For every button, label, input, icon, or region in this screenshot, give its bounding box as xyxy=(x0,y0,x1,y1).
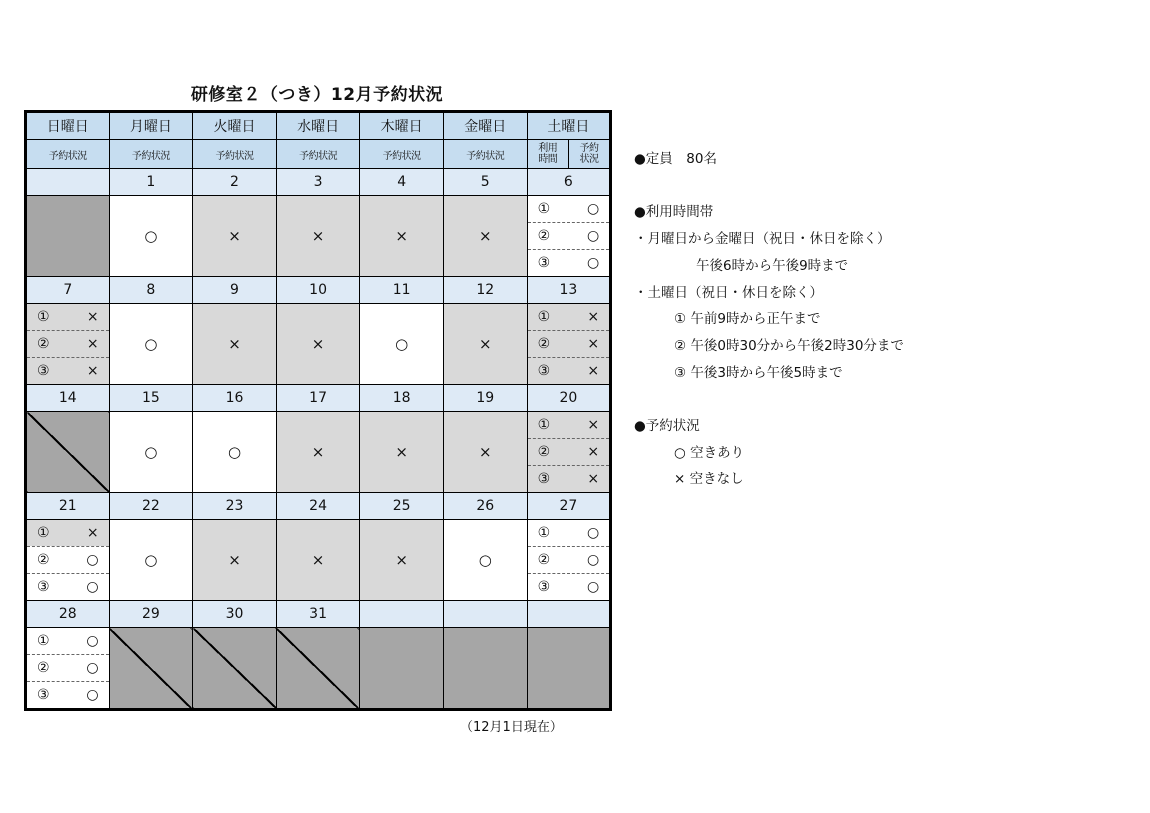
status-row xyxy=(26,196,611,277)
slot-cell xyxy=(527,412,611,493)
status-label: 予約状況 xyxy=(26,140,110,169)
slot-status: × xyxy=(86,525,99,541)
hours-heading: ●利用時間帯 xyxy=(634,204,714,221)
date-cell: 10 xyxy=(276,277,360,304)
sat-time-label: 利用時間 xyxy=(538,143,558,165)
date-cell: 22 xyxy=(109,493,193,520)
slot-label: ① xyxy=(37,309,50,325)
date-row xyxy=(26,169,611,196)
status-label: 予約状況 xyxy=(193,140,277,169)
saturday-label: ・土曜日（祝日・休日を除く） xyxy=(634,284,823,301)
weekday-tue: 火曜日 xyxy=(193,112,277,140)
date-cell: 29 xyxy=(109,601,193,628)
slot-row xyxy=(528,222,610,249)
date-row xyxy=(26,601,611,628)
date-cell: 30 xyxy=(193,601,277,628)
slot-row xyxy=(528,520,610,546)
date-cell: 20 xyxy=(527,385,611,412)
status-cell: × xyxy=(193,196,277,277)
weekday-thu: 木曜日 xyxy=(360,112,444,140)
status-cell: ○ xyxy=(109,412,193,493)
closed-day-cell xyxy=(276,628,360,710)
slot-label: ③ xyxy=(537,579,551,595)
status-row xyxy=(26,412,611,493)
date-cell: 3 xyxy=(276,169,360,196)
date-cell: 8 xyxy=(109,277,193,304)
sub-header-row xyxy=(26,140,611,169)
slot-row xyxy=(27,654,109,681)
status-row xyxy=(26,520,611,601)
slot-label: ③ xyxy=(537,255,551,271)
status-cell: × xyxy=(276,520,360,601)
slot-label: ③ xyxy=(537,471,551,487)
slot-status: ○ xyxy=(586,525,600,541)
status-row xyxy=(26,304,611,385)
date-cell: 23 xyxy=(193,493,277,520)
legend-open: ○ 空きあり xyxy=(674,444,745,461)
closed-day-cell xyxy=(193,628,277,710)
info-panel xyxy=(634,146,904,493)
slot-row xyxy=(27,546,109,573)
slot-cell xyxy=(527,304,611,385)
status-cell: × xyxy=(276,196,360,277)
slot-label: ② xyxy=(537,336,551,352)
date-cell: 12 xyxy=(443,277,527,304)
slot-label: ② xyxy=(37,336,50,352)
status-cell: ○ xyxy=(193,412,277,493)
date-cell xyxy=(527,601,611,628)
slot-status: × xyxy=(587,471,600,487)
no-day-cell xyxy=(443,628,527,710)
status-cell: ○ xyxy=(109,304,193,385)
slot-row xyxy=(528,330,610,357)
date-cell: 15 xyxy=(109,385,193,412)
slot-label: ③ xyxy=(37,363,50,379)
closed-day-cell xyxy=(109,628,193,710)
reservation-calendar xyxy=(24,110,612,711)
sat-status-label: 予約状況 xyxy=(568,140,609,168)
slot-label: ② xyxy=(537,552,551,568)
status-label: 予約状況 xyxy=(360,140,444,169)
slot-status: × xyxy=(86,309,99,325)
date-cell: 7 xyxy=(26,277,110,304)
date-cell: 21 xyxy=(26,493,110,520)
date-cell xyxy=(443,601,527,628)
slot-status: ○ xyxy=(586,579,600,595)
slot-label: ② xyxy=(537,444,551,460)
slot-status: ○ xyxy=(586,201,600,217)
date-cell: 18 xyxy=(360,385,444,412)
weekday-hours: 午後6時から午後9時まで xyxy=(696,257,849,274)
status-heading: ●予約状況 xyxy=(634,418,700,434)
status-cell: × xyxy=(360,412,444,493)
date-cell: 2 xyxy=(193,169,277,196)
slot-row xyxy=(528,304,610,330)
sat-slot-3: ③ 午後3時から午後5時まで xyxy=(674,364,843,381)
slot-row xyxy=(528,573,610,600)
status-cell: × xyxy=(443,304,527,385)
slot-cell xyxy=(527,196,611,277)
slot-row xyxy=(27,628,109,654)
slot-row xyxy=(27,304,109,330)
slot-status: ○ xyxy=(586,255,600,271)
date-cell: 25 xyxy=(360,493,444,520)
status-label: 予約状況 xyxy=(443,140,527,169)
date-row xyxy=(26,385,611,412)
slot-row xyxy=(27,573,109,600)
slot-cell xyxy=(527,520,611,601)
status-cell: × xyxy=(443,412,527,493)
slot-row xyxy=(27,330,109,357)
slot-row xyxy=(528,249,610,276)
weekday-fri: 金曜日 xyxy=(443,112,527,140)
slot-status: ○ xyxy=(586,552,600,568)
status-cell: ○ xyxy=(443,520,527,601)
status-cell: × xyxy=(193,304,277,385)
status-cell: × xyxy=(276,304,360,385)
sat-slot-2: ② 午後0時30分から午後2時30分まで xyxy=(674,337,904,354)
page-title: 研修室２（つき）12月予約状況 xyxy=(190,85,444,105)
slot-label: ① xyxy=(537,309,551,325)
sat-slot-1: ① 午前9時から正午まで xyxy=(674,311,821,328)
slot-status: ○ xyxy=(586,228,600,244)
slot-label: ② xyxy=(537,228,551,244)
slot-row xyxy=(27,357,109,384)
slot-status: × xyxy=(86,336,99,352)
date-cell xyxy=(360,601,444,628)
date-cell: 11 xyxy=(360,277,444,304)
slot-label: ① xyxy=(37,525,50,541)
capacity-text: ●定員 80名 xyxy=(634,151,717,167)
date-cell: 5 xyxy=(443,169,527,196)
slot-label: ① xyxy=(537,201,551,217)
slot-label: ③ xyxy=(537,363,551,379)
date-cell: 4 xyxy=(360,169,444,196)
as-of-note: （12月1日現在） xyxy=(460,720,563,735)
slot-status: × xyxy=(587,444,600,460)
slot-label: ② xyxy=(37,552,50,568)
status-label: 予約状況 xyxy=(109,140,193,169)
date-cell: 24 xyxy=(276,493,360,520)
no-day-cell xyxy=(360,628,444,710)
slot-status: ○ xyxy=(86,687,99,703)
date-cell: 31 xyxy=(276,601,360,628)
date-cell: 17 xyxy=(276,385,360,412)
slot-row xyxy=(528,465,610,492)
slot-label: ① xyxy=(37,633,50,649)
slot-cell xyxy=(26,520,110,601)
slot-status: ○ xyxy=(86,579,99,595)
slot-cell xyxy=(26,628,110,710)
slot-row xyxy=(27,681,109,708)
legend-full: × 空きなし xyxy=(674,471,744,488)
date-cell xyxy=(26,169,110,196)
weekday-header-row xyxy=(26,112,611,140)
weekday-sun: 日曜日 xyxy=(26,112,110,140)
slot-row xyxy=(528,412,610,438)
status-cell: ○ xyxy=(360,304,444,385)
date-cell: 19 xyxy=(443,385,527,412)
date-cell: 6 xyxy=(527,169,611,196)
slot-row xyxy=(528,546,610,573)
slot-status: × xyxy=(587,309,600,325)
slot-label: ③ xyxy=(37,579,50,595)
weekday-sat: 土曜日 xyxy=(527,112,611,140)
slot-status: ○ xyxy=(86,633,99,649)
no-day-cell xyxy=(527,628,611,710)
slot-status: × xyxy=(587,417,600,433)
slot-row xyxy=(27,520,109,546)
date-cell: 28 xyxy=(26,601,110,628)
saturday-sub-header xyxy=(527,140,611,169)
slot-label: ① xyxy=(537,417,551,433)
slot-row xyxy=(528,357,610,384)
no-day-cell xyxy=(26,196,110,277)
date-row xyxy=(26,493,611,520)
slot-label: ② xyxy=(37,660,50,676)
closed-day-cell xyxy=(26,412,110,493)
slot-status: ○ xyxy=(86,660,99,676)
date-cell: 1 xyxy=(109,169,193,196)
status-cell: × xyxy=(276,412,360,493)
date-cell: 13 xyxy=(527,277,611,304)
date-cell: 14 xyxy=(26,385,110,412)
weekday-mon: 月曜日 xyxy=(109,112,193,140)
slot-label: ③ xyxy=(37,687,50,703)
date-cell: 9 xyxy=(193,277,277,304)
slot-status: × xyxy=(587,363,600,379)
weekday-wed: 水曜日 xyxy=(276,112,360,140)
status-cell: × xyxy=(193,520,277,601)
status-cell: × xyxy=(360,520,444,601)
slot-status: ○ xyxy=(86,552,99,568)
slot-status: × xyxy=(587,336,600,352)
slot-status: × xyxy=(86,363,99,379)
date-cell: 26 xyxy=(443,493,527,520)
status-row xyxy=(26,628,611,710)
status-cell: ○ xyxy=(109,520,193,601)
date-cell: 27 xyxy=(527,493,611,520)
status-cell: ○ xyxy=(109,196,193,277)
slot-cell xyxy=(26,304,110,385)
slot-label: ① xyxy=(537,525,551,541)
status-cell: × xyxy=(443,196,527,277)
date-cell: 16 xyxy=(193,385,277,412)
status-label: 予約状況 xyxy=(276,140,360,169)
weekday-label: ・月曜日から金曜日（祝日・休日を除く） xyxy=(634,231,891,248)
slot-row xyxy=(528,196,610,222)
status-cell: × xyxy=(360,196,444,277)
slot-row xyxy=(528,438,610,465)
date-row xyxy=(26,277,611,304)
